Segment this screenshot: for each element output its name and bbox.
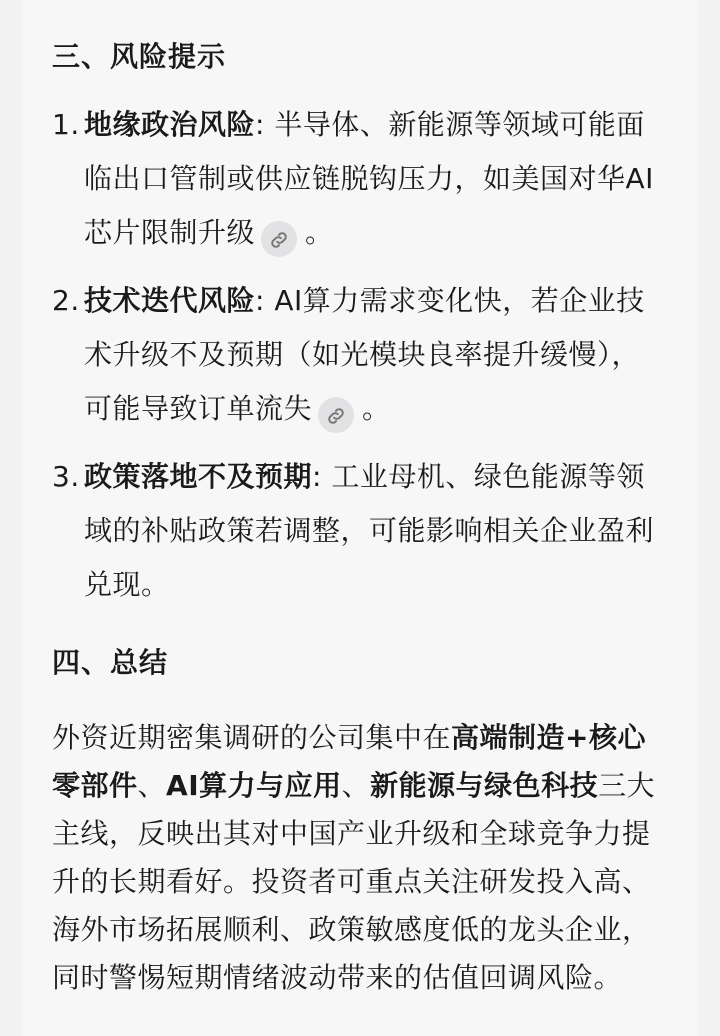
link-icon <box>325 405 347 427</box>
summary-highlight: 高端制造+核心零部件 <box>52 721 646 802</box>
summary-separator: 、 <box>341 769 371 802</box>
separator: : <box>312 460 332 493</box>
separator: : <box>255 108 275 141</box>
risk-title: 技术迭代风险 <box>84 284 256 317</box>
summary-paragraph <box>52 714 662 1002</box>
summary-highlight: 新能源与绿色科技 <box>370 769 599 802</box>
risk-text: AI算力需求变化快，若企业技术升级不及预期（如光模块良率提升缓慢），可能导致订单流失 <box>84 284 645 425</box>
list-number: 1. <box>52 108 80 141</box>
period: 。 <box>305 216 334 249</box>
citation-button[interactable] <box>261 221 297 257</box>
risk-text: 工业母机、绿色能源等领域的补贴政策若调整，可能影响相关企业盈利兑现。 <box>84 460 655 601</box>
section-title-summary: 四、总结 <box>52 646 169 679</box>
section-title-risks: 三、风险提示 <box>52 40 227 73</box>
answer-content <box>52 36 662 1002</box>
summary-separator: 、 <box>137 769 167 802</box>
risk-list <box>52 98 662 612</box>
period: 。 <box>362 392 391 425</box>
separator: : <box>255 284 275 317</box>
risk-title: 地缘政治风险 <box>84 108 256 141</box>
list-number: 3. <box>52 460 80 493</box>
link-icon <box>268 229 290 251</box>
summary-highlight: AI算力与应用 <box>166 769 342 802</box>
citation-button[interactable] <box>318 397 354 433</box>
summary-text: 外资近期密集调研的公司集中在 <box>52 721 452 754</box>
list-item <box>52 98 662 260</box>
list-item <box>52 274 662 436</box>
risk-title: 政策落地不及预期 <box>84 460 313 493</box>
risk-text: 半导体、新能源等领域可能面临出口管制或供应链脱钩压力，如美国对华AI芯片限制升级 <box>84 108 654 249</box>
summary-text: 三大主线，反映出其对中国产业升级和全球竞争力提升的长期看好。投资者可重点关注研发投入高、海外市场拓展顺利、政策敏感度低的龙头企业，同时警惕短期情绪波动带来的估值回调风险。 <box>52 769 656 994</box>
list-item <box>52 450 662 612</box>
list-number: 2. <box>52 284 80 317</box>
